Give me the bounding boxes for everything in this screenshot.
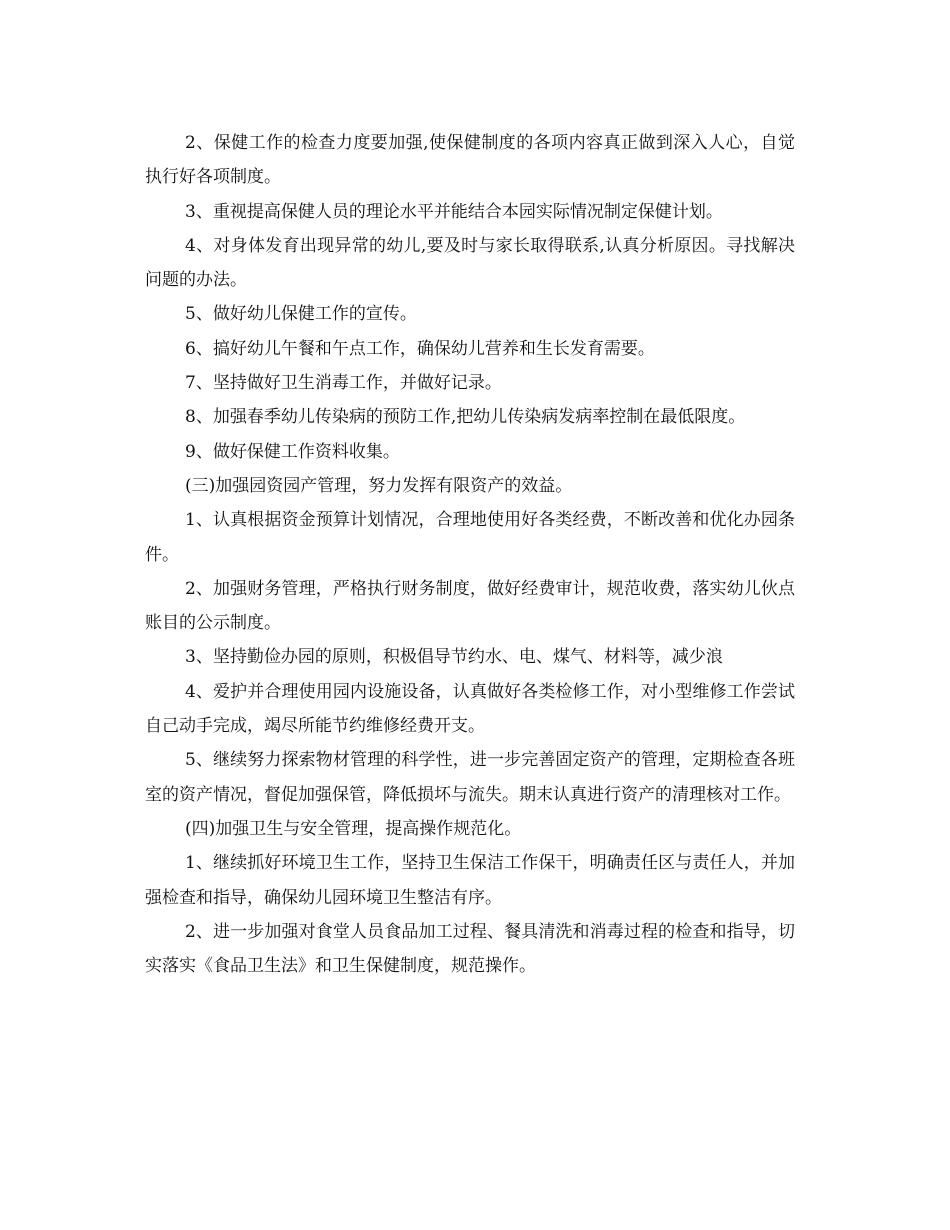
- paragraph-environment-hygiene: 1、继续抓好环境卫生工作，坚持卫生保洁工作保干，明确责任区与责任人，并加强检查和指导，确保幼儿园环境卫生整洁有序。: [145, 853, 795, 908]
- paragraph-health-inspection: 2、保健工作的检查力度要加强,使保健制度的各项内容真正做到深入人心，自觉执行好各项制度。: [145, 133, 795, 188]
- paragraph-disinfection: 7、坚持做好卫生消毒工作，并做好记录。: [185, 373, 502, 394]
- document-body: [145, 126, 795, 983]
- paragraph-disease-prevention: 8、加强春季幼儿传染病的预防工作,把幼儿传染病发病率控制在最低限度。: [185, 407, 746, 428]
- paragraph-budget: 1、认真根据资金预算计划情况，合理地使用好各类经费，不断改善和优化办园条件。: [145, 510, 795, 565]
- paragraph-lunch-snacks: 6、搞好幼儿午餐和午点工作，确保幼儿营养和生长发育需要。: [185, 338, 655, 359]
- paragraph-health-staff-theory: 3、重视提高保健人员的理论水平并能结合本园实际情况制定保健计划。: [185, 201, 723, 222]
- section-heading-hygiene-safety: (四)加强卫生与安全管理，提高操作规范化。: [185, 818, 522, 839]
- paragraph-thrift: 3、坚持勤俭办园的原则，积极倡导节约水、电、煤气、材料等，减少浪: [185, 647, 723, 668]
- paragraph-canteen-hygiene: 2、进一步加强对食堂人员食品加工过程、餐具清洗和消毒过程的检查和指导，切实落实《食品卫生法》和卫生保健制度，规范操作。: [145, 921, 795, 977]
- paragraph-health-publicity: 5、做好幼儿保健工作的宣传。: [185, 304, 417, 325]
- paragraph-finance: 2、加强财务管理，严格执行财务制度，做好经费审计，规范收费，落实幼儿伙点账目的公示制度。: [145, 578, 795, 634]
- section-heading-asset-management: (三)加强园资园产管理，努力发挥有限资产的效益。: [185, 475, 573, 496]
- paragraph-material-management: 5、继续努力探索物材管理的科学性，进一步完善固定资产的管理，定期检查各班室的资产情况，督促加强保管，降低损坏与流失。期末认真进行资产的清理核对工作。: [145, 750, 795, 805]
- paragraph-facility-maintenance: 4、爱护并合理使用园内设施设备，认真做好各类检修工作，对小型维修工作尝试自己动手完成，竭尽所能节约维修经费开支。: [145, 681, 795, 737]
- paragraph-data-collection: 9、做好保健工作资料收集。: [185, 441, 400, 462]
- paragraph-abnormal-development: 4、对身体发育出现异常的幼儿,要及时与家长取得联系,认真分析原因。寻找解决问题的办法。: [145, 235, 795, 291]
